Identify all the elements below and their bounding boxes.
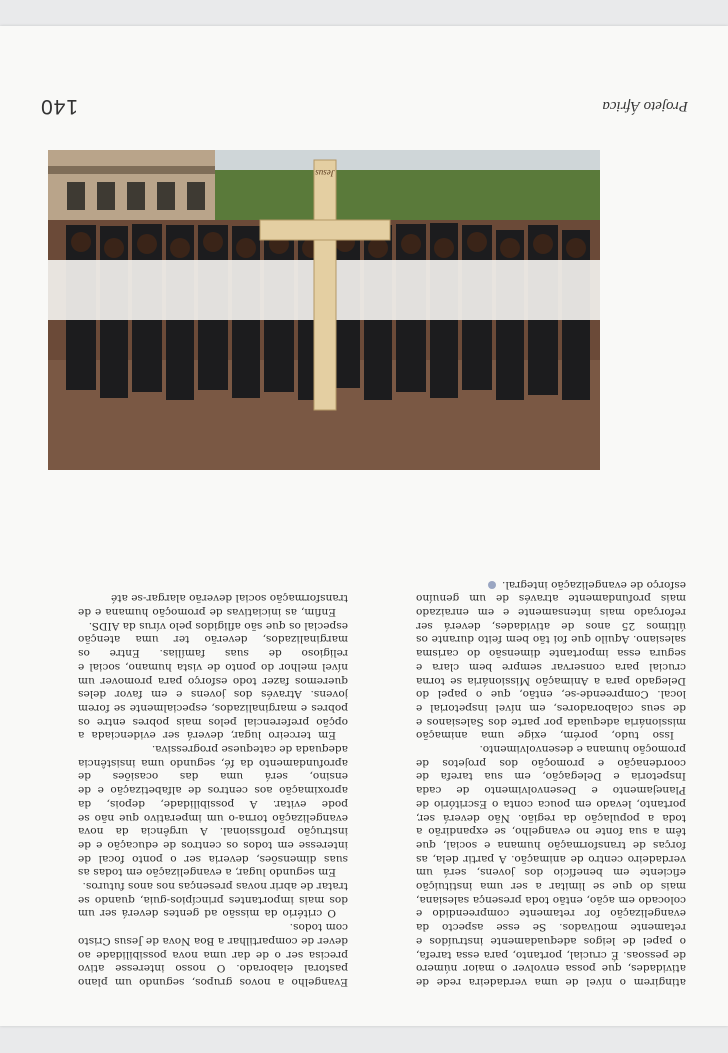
building-window (67, 182, 85, 210)
building-window (187, 182, 205, 210)
building-window (157, 182, 175, 210)
paragraph-left-2-text: Isso tudo, porém, exige uma animação missionária adequada por parte dos Salesianos e de seus colaboradores, em nível inspetorial e local. Compreende-se, então, que o papel do Delegado para a Animação Missionária se torna crucial para conservar sempre bem clara e segura essa importante dimensão do carisma salesiano. Aquilo que foi tão bem feito durante os últimos 25 anos de atividades, deverá ser reforçado mais intensamente e em enraizado mais profundamente através de um genuíno esforço de evangelização integral. (416, 578, 686, 742)
building-window (127, 182, 145, 210)
paragraph-left-2 (416, 577, 686, 741)
page-header (40, 86, 688, 126)
end-of-article-mark (488, 581, 496, 589)
text-column-left (416, 418, 686, 988)
paragraph-left-1: atingirem o nível de uma verdadeira rede de atividades, que possa envolver o maior número de pessoas. É crucial, portanto, para essa tarefa, o papel de leigos adequadamente instruídos e retamente motivados. Se esse aspecto da evangelização for retamente compreendido e colocado em ação, então toda presença salesiana, mais do que se limitar a ser uma instituição eficiente em benefício dos jovens, será um verdadeiro centro de animação. A partir dela, as forças de transformação humana e social, que têm a sua fonte no evangelho, se expandirão a toda a população da região. Não deverá ser, portanto, levado em pouca conta o Escritório de Planejamento e Desenvolvimento de cada Inspetoria e Delegação, em sua tarefa de coordenação e promoção dos projetos de promoção humana e desenvolvimento. (416, 743, 686, 988)
upside-down-page-content (0, 26, 728, 1026)
paragraph-right-2: O critério da missão ad gentes deverá ser um dos mais importantes princípios-guia, quando se tratar de abrir novas presenças nos anos futuros. (78, 880, 348, 920)
paragraph-right-4: Em terceiro lugar, deverá ser evidenciada a opção preferencial pelos mais pobres entre os pobres e marginalizados, especialmente se forem jovens. Através dos jovens e em favor deles queremos fazer todo esforço para promover um nível melhor do ponto de vista humano, social e religioso de suas famílias. Entre os marginalizados, deverão ter uma atenção especial os que são afligidos pelo vírus da AIDS. (78, 619, 348, 742)
paragraph-right-5: Enfim, as iniciativas de promoção humana e de transformação social deverão alargar-se até (78, 592, 348, 619)
building-window (97, 182, 115, 210)
section-title: Projeto África (602, 98, 688, 115)
page-number: 140 (40, 95, 79, 118)
cross-inscription: Jesus (315, 168, 335, 178)
paragraph-right-3: Em segundo lugar, a evangelização em todas as suas dimensões, deveria ser o ponto focal de interesse em todos os centros de educação e de instrução profissional. A urgência da nova evangelização torna-o um imperativo que não se pode evitar. A possibilidade, depois, da aproximação aos centros de alfabetização e de ensino, será uma das ocasiões de aprofundamento da fé, segundo uma insistência adequada de catequese progressiva. (78, 743, 348, 879)
building-roof-edge (48, 166, 215, 174)
paragraph-right-1: Evangelho a novos grupos, segundo um plano pastoral elaborado. O nosso interesse ativo precisa ser o de dar uma nova possibilidade ao dever de compartilhar a Boa Nova de Jesus Cristo com todos. (78, 921, 348, 988)
group-photo-illustration (48, 150, 600, 470)
printed-page (0, 26, 728, 1026)
group-photo (48, 150, 600, 470)
text-column-right (78, 418, 348, 988)
